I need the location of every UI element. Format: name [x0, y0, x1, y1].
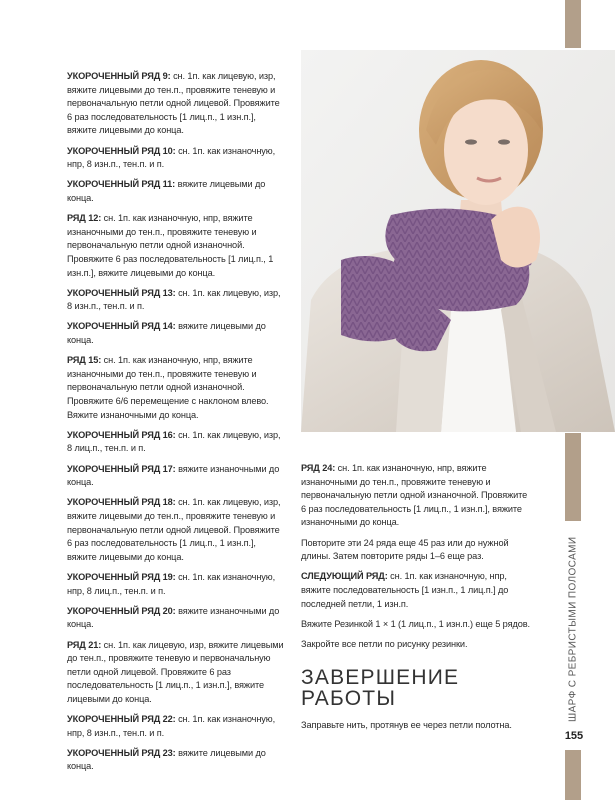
row-label: УКОРОЧЕННЫЙ РЯД 17:: [67, 463, 176, 474]
right-text-column: [301, 462, 531, 739]
row-text: сн. 1п. как изнаночную, нпр, 8 изн.п., тен.п. и п.: [67, 145, 276, 170]
row-label: УКОРОЧЕННЫЙ РЯД 22:: [67, 714, 176, 725]
instruction-row: [67, 496, 285, 564]
instruction-row: [67, 571, 285, 598]
row-text: сн. 1п. как лицевую, изр, вяжите лицевыми до тен.п., провяжите теневую и первоначальную петли одной лицевой. Провяжите 6 раз последовательность [1 лиц.п., 1 изн.п.], вяжите лицевыми до конца.: [67, 71, 280, 136]
row-text: вяжите изнаночными до конца.: [67, 463, 280, 488]
row-text: сн. 1п. как изнаночную, нпр, вяжите изнаночными до тен.п., провяжите теневую и первоначальную петли одной изнаночной. Провяжите 6 раз последовательность [1 лиц.п., 1 изн.п.], вяжите лицевыми до конца.: [67, 213, 274, 278]
row-text: вяжите лицевыми до конца.: [67, 321, 266, 346]
row-label: УКОРОЧЕННЫЙ РЯД 11:: [67, 179, 176, 190]
instruction-row: [67, 713, 285, 740]
row-text: сн. 1п. как изнаночную, нпр, 8 изн.п., тен.п. и п.: [67, 714, 276, 738]
row-label: СЛЕДУЮЩИЙ РЯД:: [301, 571, 388, 582]
instruction-row: [67, 287, 285, 314]
rib-instruction: Вяжите Резинкой 1 × 1 (1 лиц.п., 1 изн.п.) еще 5 рядов.: [301, 618, 530, 629]
instruction-row: [67, 463, 285, 490]
left-text-column: [67, 70, 285, 781]
woman-in-scarf-illustration: [301, 50, 615, 432]
repeat-instruction: Повторите эти 24 ряда еще 45 раз или до нужной длины. Затем повторите ряды 1–6 еще раз.: [301, 537, 509, 562]
row-text: сн. 1п. как изнаночную, нпр, вяжите изнаночными до тен.п., провяжите теневую и первоначальную петли одной изнаночной. Провяжите 6/6 перемещение с наклоном влево. Вяжите изнаночными до конца.: [67, 355, 269, 420]
instruction-row: [67, 605, 285, 632]
row-label: УКОРОЧЕННЫЙ РЯД 13:: [67, 287, 176, 298]
bindoff-instruction: Закройте все петли по рисунку резинки.: [301, 638, 468, 649]
instruction-row: [67, 354, 285, 422]
edge-accent-bar-top: [565, 0, 581, 48]
instruction-row: [67, 70, 285, 138]
instruction-row: [67, 178, 285, 205]
row-label: УКОРОЧЕННЫЙ РЯД 19:: [67, 571, 176, 582]
finishing-heading-line2: РАБОТЫ: [301, 686, 397, 710]
row-text: вяжите изнаночными до конца.: [67, 605, 280, 630]
row-label: УКОРОЧЕННЫЙ РЯД 23:: [67, 747, 176, 758]
instruction-row: [67, 429, 285, 456]
instruction-row: [67, 747, 285, 774]
instruction-row: [301, 462, 531, 530]
row-text: сн. 1п. как лицевую, изр, вяжите лицевыми до тен.п., провяжите теневую и первоначальную петли одной лицевой. Провяжите 6 раз последовательность [1 лиц.п., 1 изн.п.], вяжите лицевыми до конца.: [67, 639, 284, 704]
row-text: сн. 1п. как изнаночную, нпр, 8 лиц.п., тен.п. и п.: [67, 571, 276, 596]
row-label: РЯД 24:: [301, 463, 336, 473]
row-text: сн. 1п. как изнаночную, нпр, вяжите изнаночными до тен.п., провяжите теневую и первоначальную петли одной изнаночной. Провяжите 6 раз последовательность [1 лиц.п., 1 изн.п.], вяжите изнаночными до конца.: [301, 463, 528, 528]
page-number: 155: [564, 730, 584, 742]
instruction-row: [67, 320, 285, 347]
model-photo: [301, 50, 615, 432]
row-label: УКОРОЧЕННЫЙ РЯД 10:: [67, 145, 176, 156]
row-text: сн. 1п. как изнаночную, нпр, вяжите последовательность [1 изн.п., 1 лиц.п.] до последней петли, 1 изн.п.: [301, 571, 509, 609]
row-label: РЯД 21:: [67, 639, 102, 650]
row-label: РЯД 15:: [67, 355, 102, 366]
edge-accent-bar-middle: [565, 433, 581, 521]
row-label: УКОРОЧЕННЫЙ РЯД 20:: [67, 605, 176, 616]
edge-accent-bar-bottom: [565, 750, 581, 800]
section-side-title: ШАРФ С РЕБРИСТЫМИ ПОЛОСАМИ: [567, 536, 579, 722]
row-text: сн. 1п. как лицевую, изр, 8 лиц.п., тен.п. и п.: [67, 429, 281, 454]
row-label: УКОРОЧЕННЫЙ РЯД 16:: [67, 429, 176, 440]
row-text: сн. 1п. как лицевую, изр, 8 изн.п., тен.п. и п.: [67, 287, 281, 312]
instruction-row: [67, 639, 285, 707]
finishing-heading-line1: ЗАВЕРШЕНИЕ: [301, 665, 460, 689]
instruction-row: [67, 145, 285, 172]
row-text: вяжите лицевыми до конца.: [67, 747, 266, 772]
row-label: УКОРОЧЕННЫЙ РЯД 14:: [67, 321, 176, 332]
row-label: РЯД 12:: [67, 213, 102, 224]
instruction-row: [67, 212, 285, 280]
row-text: вяжите лицевыми до конца.: [67, 179, 266, 203]
instruction-row: [301, 570, 531, 611]
row-label: УКОРОЧЕННЫЙ РЯД 9:: [67, 71, 171, 81]
row-label: УКОРОЧЕННЫЙ РЯД 18:: [67, 497, 176, 508]
finishing-text: Заправьте нить, протянув ее через петли полотна.: [301, 719, 512, 730]
finishing-heading: [301, 667, 531, 709]
row-text: сн. 1п. как лицевую, изр, вяжите лицевыми до тен.п., провяжите теневую и первоначальную петли одной лицевой. Провяжите 6 раз последовательность [1 лиц.п., 1 изн.п.], вяжите лицевыми до конца.: [67, 497, 281, 562]
